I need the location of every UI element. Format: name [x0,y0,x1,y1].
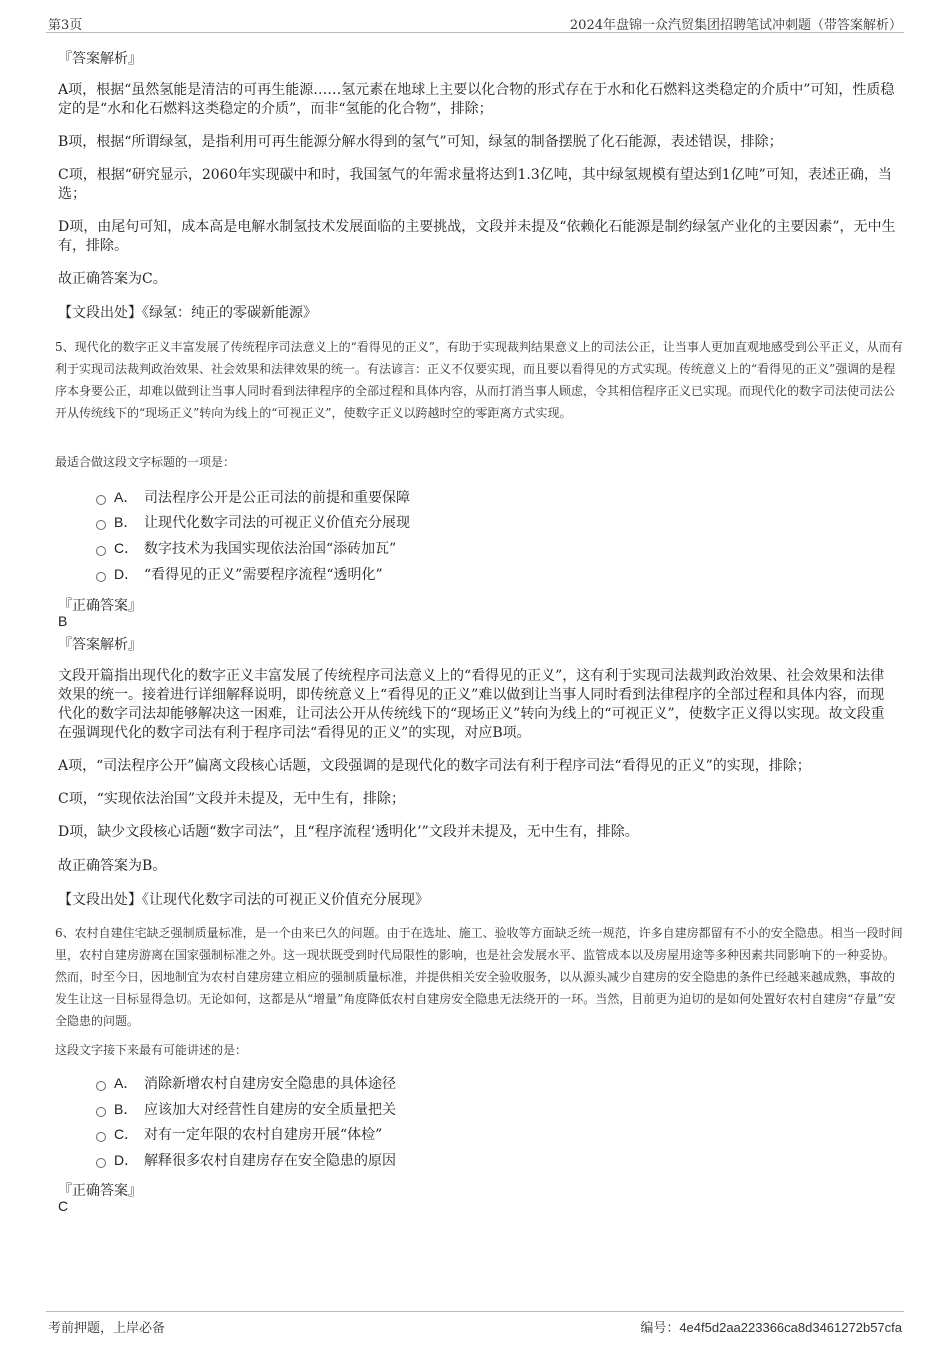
question-6-ask: 这段文字接下来最有可能讲述的是： [55,1043,248,1057]
radio-icon[interactable] [96,572,106,582]
page-header [46,12,904,33]
document-title: 2024年盘锦一众汽贸集团招聘笔试冲刺题（带答案解析） [569,18,902,33]
correct-answer: B [58,613,68,629]
analysis-option-b: B项，根据“所谓绿氢，是指利用可再生能源分解水得到的氢气”可知，绿氢的制备摆脱了化石能源，表述错误，排除； [58,134,783,150]
question-6-option-b[interactable]: B． 应该加大对经营性自建房的安全质量把关 [96,1099,396,1119]
question-5-stem: 5、现代化的数字正义丰富发展了传统程序司法意义上的“看得见的正义”，有助于实现裁判结果意义上的司法公正，让当事人更加直观地感受到公平正义，从而有利于实现司法裁判政治效果、社会效果和法律效果的统一。有法谚言：正义不仅要实现，而且要以看得见的方式实现。传统意义上的“看得见的正义”强调的是程序本身要公正，却难以做到让当事人同时看到法律程序的全部过程和具体内容，从而打消当事人顾虑，令其相信程序正义已实现。而现代化的数字司法使司法公开从传统线下的“现场正义”转向为线上的“可视正义”，使数字正义以跨越时空的零距离方式实现。 [55,340,903,420]
correct-answer: C [58,1198,69,1214]
footer-slogan: 考前押题，上岸必备 [48,1321,166,1336]
analysis-conclusion: 故正确答案为C。 [58,271,167,287]
page-footer [46,1311,904,1336]
radio-icon[interactable] [96,495,106,505]
document-serial: 编号：4e4f5d2aa223366ca8d3461272b57cfa [640,1320,902,1335]
analysis-label: 『答案解析』 [58,51,142,67]
question-5-option-b[interactable]: B． 让现代化数字司法的可视正义价值充分展现 [96,512,410,532]
question-5-analysis-c: C项，“实现依法治国”文段并未提及，无中生有，排除； [58,791,406,807]
question-6-option-c[interactable]: C． 对有一定年限的农村自建房开展“体检” [96,1124,382,1144]
question-5-option-a[interactable]: A． 司法程序公开是公正司法的前提和重要保障 [96,487,410,507]
question-6-option-a[interactable]: A． 消除新增农村自建房安全隐患的具体途径 [96,1073,396,1093]
question-5-analysis-main: 文段开篇指出现代化的数字正义丰富发展了传统程序司法意义上的“看得见的正义”，这有利于实现司法裁判政治效果、社会效果和法律效果的统一。接着进行详细解释说明，即传统意义上“看得见的正义”难以做到让当事人同时看到法律程序的全部过程和具体内容，而现代化的数字司法却能够解决这一困难，让司法公开从传统线下的“现场正义”转向为线上的“可视正义”，使数字正义得以实现。故文段重在强调现代化的数字司法有利于程序司法“看得见的正义”的实现，对应B项。 [58,668,885,741]
correct-answer-label: 『正确答案』 [58,598,142,614]
analysis-label: 『答案解析』 [58,637,142,653]
radio-icon[interactable] [96,546,106,556]
question-5-analysis-a: A项，“司法程序公开”偏离文段核心话题，文段强调的是现代化的数字司法有利于程序司法“看得见的正义”的实现，排除； [58,758,811,774]
radio-icon[interactable] [96,520,106,530]
analysis-option-c: C项，根据“研究显示，2060年实现碳中和时，我国氢气的年需求量将达到1.3亿吨，其中绿氢规模有望达到1亿吨”可知，表述正确，当选； [58,167,892,202]
analysis-option-d: D项，由尾句可知，成本高是电解水制氢技术发展面临的主要挑战，文段并未提及“依赖化石能源是制约绿氢产业化的主要因素”，无中生有，排除。 [58,219,896,254]
question-5-option-d[interactable]: D． “看得见的正义”需要程序流程“透明化” [96,564,383,584]
radio-icon[interactable] [96,1132,106,1142]
analysis-option-a: A项，根据“虽然氢能是清洁的可再生能源……氢元素在地球上主要以化合物的形式存在于水和化石燃料这类稳定的介质中”可知，性质稳定的是“水和化石燃料这类稳定的介质”，而非“氢能的化合物”，排除； [58,82,895,117]
page-number: 第3页 [48,18,83,33]
radio-icon[interactable] [96,1107,106,1117]
question-6-option-d[interactable]: D． 解释很多农村自建房存在安全隐患的原因 [96,1150,396,1170]
correct-answer-label: 『正确答案』 [58,1183,142,1199]
question-6-stem: 6、农村自建住宅缺乏强制质量标准，是一个由来已久的问题。由于在选址、施工、验收等方面缺乏统一规范，许多自建房都留有不小的安全隐患。相当一段时间里，农村自建房游离在国家强制标准之外。这一现状既受到时代局限性的影响，也是社会发展水平、监管成本以及房屋用途等多种因素共同影响下的一种妥协。然而，时至今日，因地制宜为农村自建房建立相应的强制质量标准，并提供相关安全验收服务，以从源头减少自建房的安全隐患的条件已经越来越成熟，事故的发生让这一目标显得急切。无论如何，这都是从“增量”角度降低农村自建房安全隐患无法绕开的一环。当然，目前更为迫切的是如何处置好农村自建房“存量”安全隐患的问题。 [55,926,903,1028]
question-5-conclusion: 故正确答案为B。 [58,858,167,874]
radio-icon[interactable] [96,1081,106,1091]
question-5-source: 【文段出处】《让现代化数字司法的可视正义价值充分展现》 [58,892,429,908]
question-5-analysis-d: D项，缺少文段核心话题“数字司法”，且“程序流程‘透明化’”文段并未提及，无中生有，排除。 [58,824,639,840]
question-5-ask: 最适合做这段文字标题的一项是： [55,455,236,469]
question-5-option-c[interactable]: C． 数字技术为我国实现依法治国“添砖加瓦” [96,538,396,558]
radio-icon[interactable] [96,1158,106,1168]
passage-source: 【文段出处】《绿氢：纯正的零碳新能源》 [58,305,317,321]
